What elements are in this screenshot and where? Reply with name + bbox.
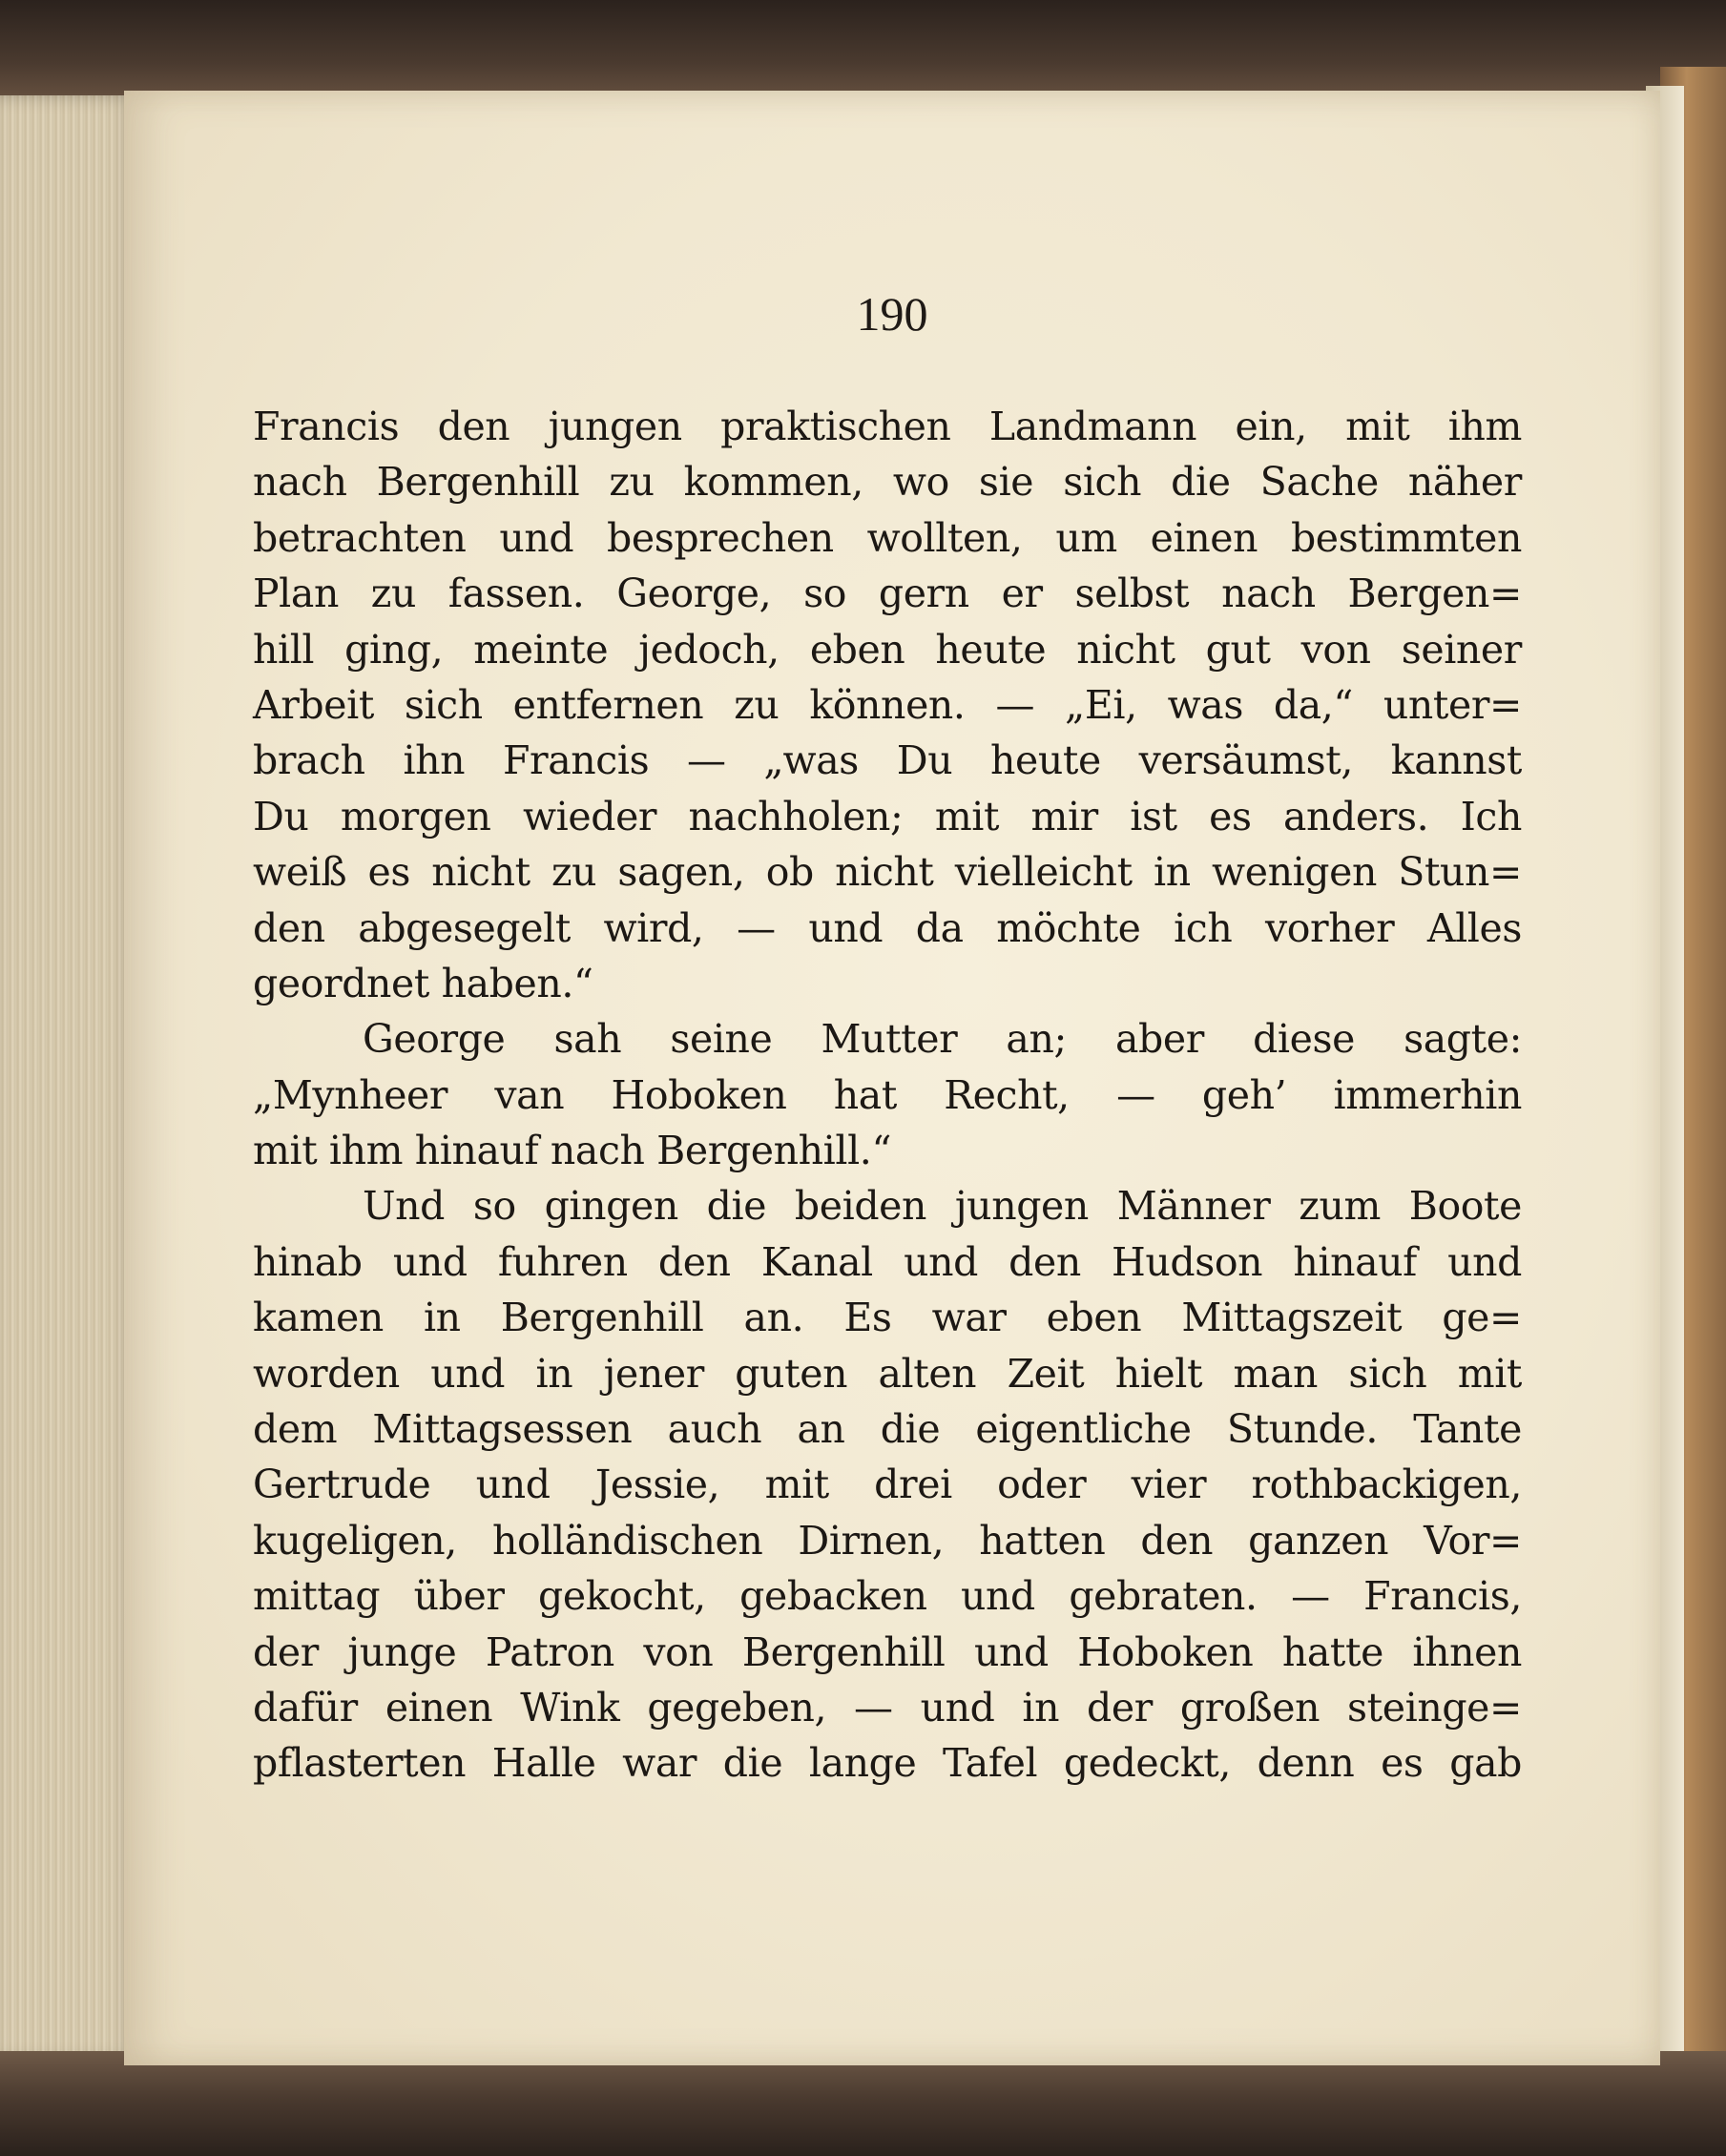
text-line: mit ihm hinauf nach Bergenhill.“ [253, 1128, 892, 1174]
text-line: hinab und fuhren den Kanal und den Hudson hinauf und [253, 1238, 1522, 1285]
text-line: Plan zu fassen. George, so gern er selbst nach Bergen= [253, 570, 1522, 617]
text-line: kamen in Bergenhill an. Es war eben Mittagszeit ge= [253, 1295, 1522, 1341]
text-line: worden und in jener guten alten Zeit hielt man sich mit [253, 1350, 1522, 1397]
text-line: George sah seine Mutter an; aber diese sagte: [363, 1016, 1522, 1063]
book-binding-bottom [0, 2051, 1726, 2156]
text-line: Gertrude und Jessie, mit drei oder vier rothbackigen, [253, 1462, 1522, 1508]
text-line: nach Bergenhill zu kommen, wo sie sich die Sache näher [253, 459, 1522, 506]
page-number: 190 [856, 287, 928, 341]
text-line: brach ihn Francis — „was Du heute versäumst, kannst [253, 737, 1522, 784]
text-line: „Mynheer van Hoboken hat Recht, — geh’ immerhin [253, 1071, 1522, 1118]
text-line: betrachten und besprechen wollten, um einen bestimmten [253, 514, 1522, 561]
text-line: den abgesegelt wird, — und da möchte ich vorher Alles [253, 904, 1522, 951]
text-line: dafür einen Wink gegeben, — und in der großen steinge= [253, 1684, 1522, 1731]
text-line: Du morgen wieder nachholen; mit mir ist es anders. Ich [253, 793, 1522, 840]
text-line: weiß es nicht zu sagen, ob nicht vielleicht in wenigen Stun= [253, 849, 1522, 896]
body-text [253, 399, 1522, 1792]
text-line: dem Mittagsessen auch an die eigentliche Stunde. Tante [253, 1406, 1522, 1453]
text-line: mittag über gekocht, gebacken und gebraten. — Francis, [253, 1573, 1522, 1620]
text-line: Und so gingen die beiden jungen Männer zum Boote [363, 1183, 1522, 1230]
text-line: hill ging, meinte jedoch, eben heute nicht gut von seiner [253, 626, 1522, 673]
text-line: pflasterten Halle war die lange Tafel gedeckt, denn es gab [253, 1740, 1522, 1787]
text-line: der junge Patron von Bergenhill und Hoboken hatte ihnen [253, 1628, 1522, 1675]
text-line: Arbeit sich entfernen zu können. — „Ei, was da,“ unter= [253, 681, 1522, 728]
page-stack-left [0, 95, 138, 2061]
book-binding-top [0, 0, 1726, 105]
text-line: Francis den jungen praktischen Landmann ein, mit ihm [253, 404, 1522, 449]
text-line: geordnet haben.“ [253, 960, 593, 1006]
text-line: kugeligen, holländischen Dirnen, hatten den ganzen Vor= [253, 1517, 1522, 1564]
